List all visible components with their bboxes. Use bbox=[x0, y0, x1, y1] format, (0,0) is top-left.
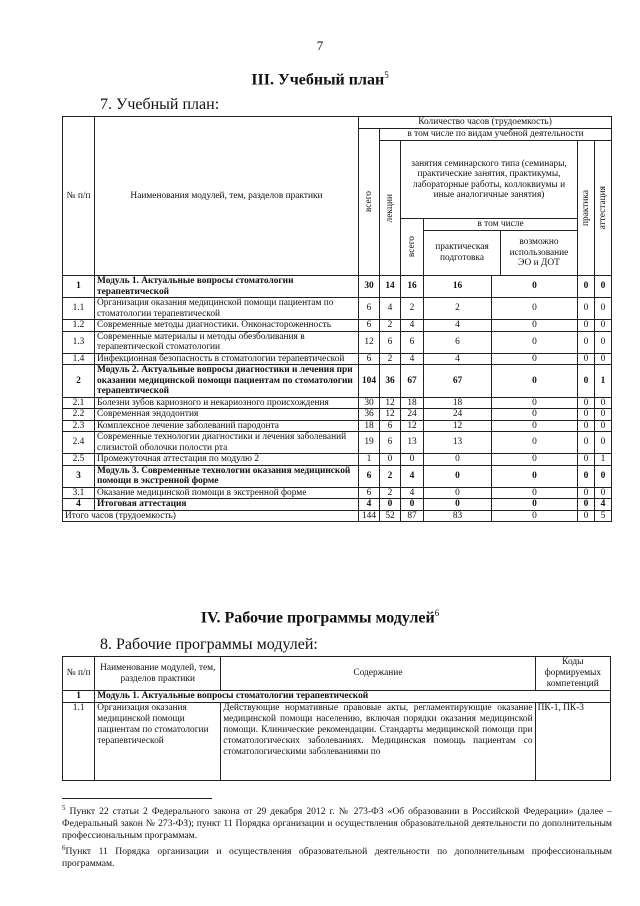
plan-row-eo: 0 bbox=[492, 487, 578, 499]
plan-row-name: Комплексное лечение заболеваний пародонта bbox=[95, 420, 359, 432]
plan-row-num: 1 bbox=[63, 276, 95, 298]
plan-row-practical: 67 bbox=[424, 365, 492, 398]
plan-row bbox=[63, 499, 612, 511]
study-plan-body bbox=[63, 276, 612, 511]
header-attestation-text: аттестация bbox=[597, 186, 608, 230]
plan-row-eo: 0 bbox=[492, 432, 578, 454]
section-3-title-text: III. Учебный план bbox=[251, 71, 385, 89]
plan-row bbox=[63, 320, 612, 332]
plan-row-practical: 0 bbox=[424, 487, 492, 499]
header-incl: в том числе bbox=[424, 219, 577, 230]
plan-row-eo: 0 bbox=[492, 420, 578, 432]
plan-row-num: 4 bbox=[63, 499, 95, 511]
plan-row-eo: 0 bbox=[492, 465, 578, 487]
plan-row-num: 1.1 bbox=[63, 298, 95, 320]
header-lectures-text: лекции bbox=[384, 193, 395, 223]
plan-row-lectures: 12 bbox=[380, 397, 401, 409]
plan-row bbox=[63, 298, 612, 320]
module-programs-table bbox=[62, 656, 611, 781]
plan-row-lectures: 36 bbox=[380, 365, 401, 398]
plan-row-attestation: 0 bbox=[595, 409, 612, 421]
footnotes bbox=[62, 802, 612, 870]
footnote-5 bbox=[62, 802, 612, 842]
plan-row-total: 4 bbox=[359, 499, 380, 511]
plan-row-seminars: 16 bbox=[401, 276, 424, 298]
plan-row-seminars: 0 bbox=[401, 454, 424, 466]
plan-row-lectures: 0 bbox=[380, 499, 401, 511]
section-4-title bbox=[0, 608, 640, 627]
footnote-divider bbox=[62, 798, 212, 799]
plan-row-lectures: 4 bbox=[380, 298, 401, 320]
plan-row-name: Промежуточная аттестация по модулю 2 bbox=[95, 454, 359, 466]
plan-row-practice: 0 bbox=[578, 320, 595, 332]
plan-row-num: 2.1 bbox=[63, 397, 95, 409]
plan-row-practical: 18 bbox=[424, 397, 492, 409]
header-attestation bbox=[595, 141, 612, 276]
plan-row-practice: 0 bbox=[578, 465, 595, 487]
plan-row-seminars: 67 bbox=[401, 365, 424, 398]
footnote-6-text: Пункт 11 Порядка организации и осуществления образовательной деятельности по дополнительным профессиональным программам. bbox=[62, 846, 612, 870]
section-3-title bbox=[0, 70, 640, 89]
plan-row-attestation: 0 bbox=[595, 420, 612, 432]
plan-row-seminars: 4 bbox=[401, 487, 424, 499]
plan-row-lectures: 12 bbox=[380, 409, 401, 421]
modules-heading: 8. Рабочие программы модулей: bbox=[100, 636, 318, 653]
plan-row-total: 30 bbox=[359, 276, 380, 298]
header-sem-total bbox=[401, 219, 424, 276]
plan-row-num: 3.1 bbox=[63, 487, 95, 499]
plan-row-total: 6 bbox=[359, 320, 380, 332]
plan-row-total: 6 bbox=[359, 353, 380, 365]
header-practice bbox=[578, 141, 595, 276]
plan-row-eo: 0 bbox=[492, 365, 578, 398]
header-lectures bbox=[380, 141, 401, 276]
plan-row-num: 1.4 bbox=[63, 353, 95, 365]
plan-row-practical: 13 bbox=[424, 432, 492, 454]
plan-row bbox=[63, 353, 612, 365]
plan-row-eo: 0 bbox=[492, 320, 578, 332]
plan-row-num: 1.2 bbox=[63, 320, 95, 332]
plan-row-num: 3 bbox=[63, 465, 95, 487]
plan-row-attestation: 0 bbox=[595, 397, 612, 409]
plan-row-practice: 0 bbox=[578, 298, 595, 320]
plan-row-lectures: 2 bbox=[380, 465, 401, 487]
header-incl-subtable bbox=[424, 219, 577, 275]
plan-row-name: Современные технологии диагностики и лечения заболеваний слизистой оболочки полости рта bbox=[95, 432, 359, 454]
plan-row-lectures: 2 bbox=[380, 487, 401, 499]
plan-row-seminars: 4 bbox=[401, 320, 424, 332]
header-practical-training: практическая подготовка bbox=[424, 230, 501, 275]
plan-row bbox=[63, 465, 612, 487]
plan-row bbox=[63, 331, 612, 353]
section-4-title-text: IV. Рабочие программы модулей bbox=[200, 609, 435, 627]
plan-row-total: 18 bbox=[359, 420, 380, 432]
mods-header-codes: Коды формируемых компетенций bbox=[535, 657, 610, 691]
plan-row bbox=[63, 365, 612, 398]
plan-row-practice: 0 bbox=[578, 353, 595, 365]
mods-header-name: Наименование модулей, тем, разделов практики bbox=[95, 657, 221, 691]
plan-row-practical: 12 bbox=[424, 420, 492, 432]
plan-row-practice: 0 bbox=[578, 331, 595, 353]
footnote-ref-5: 5 bbox=[384, 70, 389, 80]
header-hours-group: Количество часов (трудоемкость) bbox=[359, 117, 612, 129]
plan-row-eo: 0 bbox=[492, 331, 578, 353]
plan-row-practice: 0 bbox=[578, 454, 595, 466]
plan-row-num: 2.3 bbox=[63, 420, 95, 432]
mods-header-num: № п/п bbox=[63, 657, 95, 691]
header-name: Наименования модулей, тем, разделов практики bbox=[95, 117, 359, 276]
plan-row-num: 2.5 bbox=[63, 454, 95, 466]
total-row-lectures: 52 bbox=[380, 510, 401, 522]
plan-row-name: Современные методы диагностики. Онконастороженность bbox=[95, 320, 359, 332]
footnote-6-ref: 6 bbox=[62, 844, 66, 853]
plan-row-eo: 0 bbox=[492, 276, 578, 298]
plan-row-seminars: 12 bbox=[401, 420, 424, 432]
plan-row-attestation: 0 bbox=[595, 487, 612, 499]
plan-row-practice: 0 bbox=[578, 420, 595, 432]
total-row-attestation: 5 bbox=[595, 510, 612, 522]
plan-row-total: 1 bbox=[359, 454, 380, 466]
plan-row-practical: 24 bbox=[424, 409, 492, 421]
header-incl-cell bbox=[424, 219, 578, 276]
header-by-type: в том числе по видам учебной деятельности bbox=[380, 129, 612, 141]
plan-row-name: Современная эндодонтия bbox=[95, 409, 359, 421]
plan-row-total: 36 bbox=[359, 409, 380, 421]
plan-row-attestation: 1 bbox=[595, 365, 612, 398]
footnote-5-text: Пункт 22 статьи 2 Федерального закона от 29 декабря 2012 г. № 273-ФЗ «Об образовании в Российской Федерации» (далее – Федеральный закон № 273-ФЗ); пункт 11 Порядка организации и осуществления образовательной деятельности по дополнительным профессиональным программам. bbox=[62, 806, 612, 842]
plan-row-seminars: 24 bbox=[401, 409, 424, 421]
plan-row bbox=[63, 454, 612, 466]
plan-row-practical: 2 bbox=[424, 298, 492, 320]
plan-row-name: Модуль 3. Современные технологии оказания медицинской помощи в экстренной форме bbox=[95, 465, 359, 487]
header-total-text: всего bbox=[363, 191, 374, 213]
plan-row bbox=[63, 397, 612, 409]
footnote-ref-6: 6 bbox=[434, 608, 440, 618]
plan-row bbox=[63, 487, 612, 499]
plan-row-num: 2.2 bbox=[63, 409, 95, 421]
plan-row bbox=[63, 432, 612, 454]
plan-row-name: Итоговая аттестация bbox=[95, 499, 359, 511]
plan-row-lectures: 6 bbox=[380, 331, 401, 353]
plan-row-attestation: 0 bbox=[595, 465, 612, 487]
page-number: 7 bbox=[316, 38, 324, 53]
total-row-eo: 0 bbox=[492, 510, 578, 522]
mods-row-codes: ПК-1, ПК-3 bbox=[535, 703, 610, 781]
plan-row-practical: 4 bbox=[424, 320, 492, 332]
plan-row-num: 2.4 bbox=[63, 432, 95, 454]
plan-row-practice: 0 bbox=[578, 499, 595, 511]
footnote-5-ref: 5 bbox=[62, 804, 66, 812]
plan-row-attestation: 0 bbox=[595, 298, 612, 320]
plan-row-practical: 6 bbox=[424, 331, 492, 353]
header-num: № п/п bbox=[63, 117, 95, 276]
plan-row-name: Оказание медицинской помощи в экстренной форме bbox=[95, 487, 359, 499]
plan-row-practical: 0 bbox=[424, 454, 492, 466]
total-row bbox=[63, 510, 612, 522]
total-row-practical: 83 bbox=[424, 510, 492, 522]
plan-row-practice: 0 bbox=[578, 409, 595, 421]
plan-row-attestation: 0 bbox=[595, 432, 612, 454]
plan-row-total: 6 bbox=[359, 487, 380, 499]
plan-row-practice: 0 bbox=[578, 365, 595, 398]
plan-row-name: Модуль 2. Актуальные вопросы диагностики и лечения при оказании медицинской помощи пациентам по стоматологии терапевтической bbox=[95, 365, 359, 398]
plan-row-seminars: 18 bbox=[401, 397, 424, 409]
plan-row-name: Модуль 1. Актуальные вопросы стоматологии терапевтической bbox=[95, 276, 359, 298]
plan-row-total: 104 bbox=[359, 365, 380, 398]
plan-row-total: 19 bbox=[359, 432, 380, 454]
plan-row-lectures: 14 bbox=[380, 276, 401, 298]
plan-row-practical: 4 bbox=[424, 353, 492, 365]
plan-row-attestation: 0 bbox=[595, 331, 612, 353]
plan-row-practice: 0 bbox=[578, 276, 595, 298]
mods-module-num: 1 bbox=[63, 691, 95, 703]
plan-row-num: 2 bbox=[63, 365, 95, 398]
mods-row-num: 1.1 bbox=[63, 703, 95, 781]
plan-row-lectures: 2 bbox=[380, 320, 401, 332]
plan-row-practical: 0 bbox=[424, 499, 492, 511]
total-row-label: Итого часов (трудоемкость) bbox=[63, 510, 359, 522]
footnote-6 bbox=[62, 842, 612, 870]
plan-row-eo: 0 bbox=[492, 454, 578, 466]
plan-row-name: Современные материалы и методы обезболивания в терапевтической стоматологии bbox=[95, 331, 359, 353]
header-practice-text: практика bbox=[580, 190, 591, 226]
plan-row-eo: 0 bbox=[492, 499, 578, 511]
plan-row-name: Инфекционная безопасность в стоматологии терапевтической bbox=[95, 353, 359, 365]
header-total bbox=[359, 129, 380, 276]
plan-row-total: 12 bbox=[359, 331, 380, 353]
plan-row-practical: 0 bbox=[424, 465, 492, 487]
plan-row-lectures: 2 bbox=[380, 353, 401, 365]
plan-row-eo: 0 bbox=[492, 409, 578, 421]
plan-row-eo: 0 bbox=[492, 397, 578, 409]
plan-row-lectures: 6 bbox=[380, 420, 401, 432]
total-row-seminars: 87 bbox=[401, 510, 424, 522]
plan-heading: 7. Учебный план: bbox=[100, 96, 220, 113]
header-seminars: занятия семинарского типа (семинары, практические занятия, практикумы, лабораторные работы, коллоквиумы и иные аналогичные занятия) bbox=[401, 141, 578, 219]
plan-row-attestation: 0 bbox=[595, 320, 612, 332]
plan-row-practical: 16 bbox=[424, 276, 492, 298]
plan-row-seminars: 13 bbox=[401, 432, 424, 454]
mods-row-name: Организация оказания медицинской помощи пациентам по стоматологии терапевтической bbox=[95, 703, 221, 781]
plan-row-num: 1.3 bbox=[63, 331, 95, 353]
plan-row-attestation: 4 bbox=[595, 499, 612, 511]
plan-row-practice: 0 bbox=[578, 487, 595, 499]
plan-row bbox=[63, 276, 612, 298]
plan-row-attestation: 0 bbox=[595, 353, 612, 365]
plan-row-seminars: 6 bbox=[401, 331, 424, 353]
plan-row-eo: 0 bbox=[492, 298, 578, 320]
header-eo-dot: возможно использование ЭО и ДОТ bbox=[509, 237, 569, 268]
plan-row-lectures: 6 bbox=[380, 432, 401, 454]
header-sem-total-text: всего bbox=[406, 236, 417, 258]
plan-row-eo: 0 bbox=[492, 353, 578, 365]
mods-row-content: Действующие нормативные правовые акты, регламентирующие оказание медицинской помощи населению, включая порядки оказания медицинской помощи. Клинические рекомендации. Стандарты медицинской помощи при стоматологических заболеваниях. Медицинская помощь пациентам со стоматологическими заболеваниями по bbox=[221, 703, 535, 781]
plan-row-name: Организация оказания медицинской помощи пациентам по стоматологии терапевтической bbox=[95, 298, 359, 320]
plan-row bbox=[63, 420, 612, 432]
plan-row-total: 6 bbox=[359, 465, 380, 487]
plan-row-seminars: 4 bbox=[401, 465, 424, 487]
plan-row-name: Болезни зубов кариозного и некариозного происхождения bbox=[95, 397, 359, 409]
plan-row-practice: 0 bbox=[578, 397, 595, 409]
plan-row-attestation: 1 bbox=[595, 454, 612, 466]
plan-row-total: 30 bbox=[359, 397, 380, 409]
study-plan-table bbox=[62, 116, 612, 522]
plan-row-seminars: 0 bbox=[401, 499, 424, 511]
plan-row-total: 6 bbox=[359, 298, 380, 320]
plan-row-lectures: 0 bbox=[380, 454, 401, 466]
plan-row-practice: 0 bbox=[578, 432, 595, 454]
plan-row-seminars: 2 bbox=[401, 298, 424, 320]
total-row-total: 144 bbox=[359, 510, 380, 522]
mods-header-content: Содержание bbox=[221, 657, 535, 691]
plan-row bbox=[63, 409, 612, 421]
plan-row-seminars: 4 bbox=[401, 353, 424, 365]
plan-row-attestation: 0 bbox=[595, 276, 612, 298]
total-row-practice: 0 bbox=[578, 510, 595, 522]
mods-module-title: Модуль 1. Актуальные вопросы стоматологии терапевтической bbox=[95, 691, 611, 703]
